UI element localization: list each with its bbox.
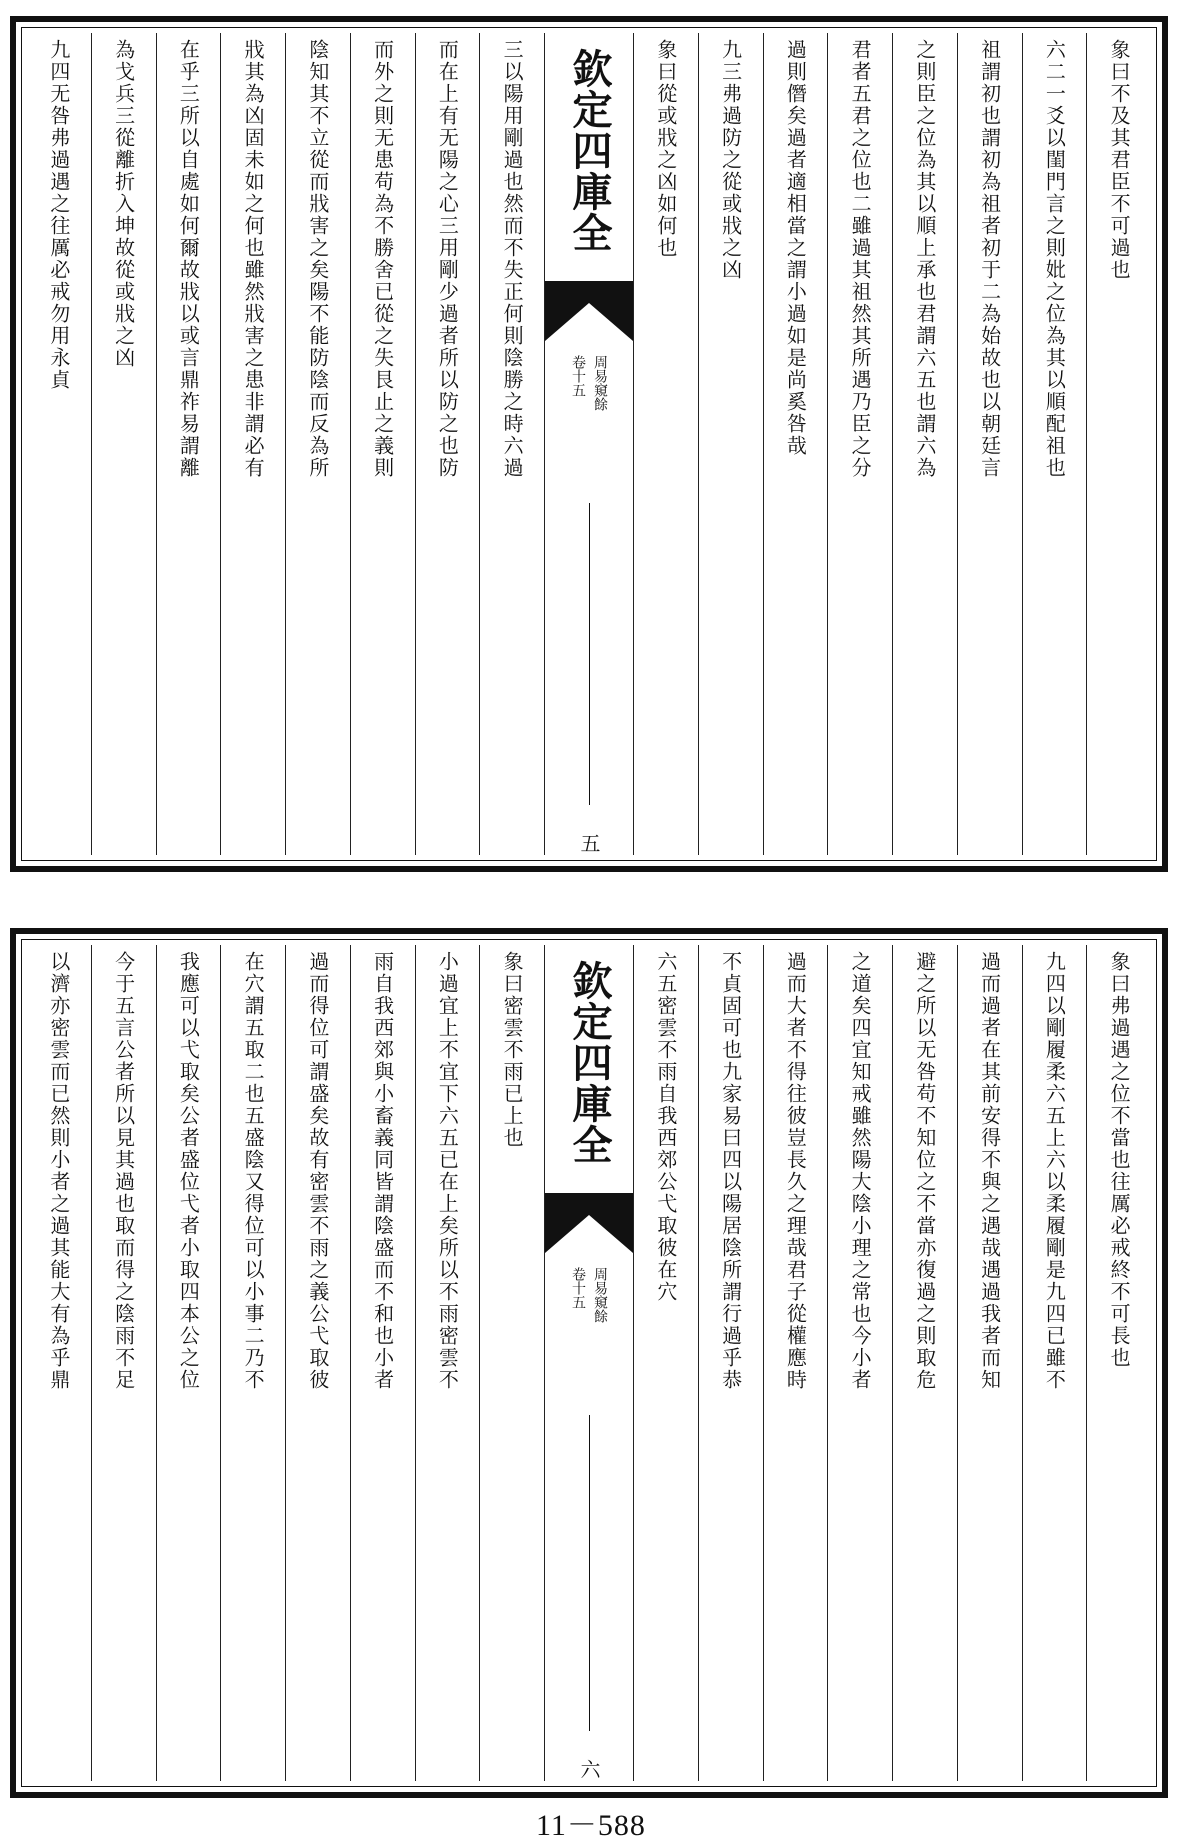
text-column: 陰知其不立從而戕害之矣陽不能防陰而反為所 [285,33,350,855]
text-column: 過而得位可謂盛矣故有密雲不雨之義公弋取彼 [285,945,350,1781]
text-column: 以濟亦密雲而已然則小者之過其能大有為乎鼎 [46,951,71,1391]
page-number: 六 [577,1759,601,1779]
text-column: 過則僭矣過者適相當之謂小過如是尚奚咎哉 [763,33,828,855]
text-column: 在乎三所以自處如何爾故戕以或言鼎祚易謂離 [156,33,221,855]
text-column: 君者五君之位也二雖過其祖然其所遇乃臣之分 [827,33,892,855]
gutter-subtitle [545,1267,633,1397]
text-column: 我應可以弋取矣公者盛位弋者小取四本公之位 [156,945,221,1781]
text-column: 在穴謂五取二也五盛陰又得位可以小事二乃不 [220,945,285,1781]
text-column: 三以陽用剛過也然而不失正何則陰勝之時六過 [479,33,544,855]
page-number: 五 [577,833,601,853]
text-column: 九四无咎弗過遇之往厲必戒勿用永貞 [46,39,71,391]
page-bottom [10,928,1168,1798]
text-column: 象曰弗過遇之位不當也往厲必戒終不可長也 [1086,945,1151,1781]
text-column: 之道矣四宜知戒雖然陽大陰小理之常也今小者 [827,945,892,1781]
text-column: 為戈兵三從離折入坤故從或戕之凶 [91,33,156,855]
gutter-title: 欽定四庫全 [566,47,613,253]
text-columns [27,33,1151,855]
text-column: 不貞固可也九家易曰四以陽居陰所謂行過乎恭 [698,945,763,1781]
gutter-rule [589,1415,590,1731]
gutter-title: 欽定四庫全 [566,959,613,1165]
text-column: 而外之則无患苟為不勝舍已從之失艮止之義則 [350,33,415,855]
gutter-subtitle [545,355,633,485]
text-column: 而在上有无陽之心三用剛少過者所以防之也防 [415,33,480,855]
gutter-center [544,33,633,855]
text-column: 雨自我西郊與小畜義同皆謂陰盛而不和也小者 [350,945,415,1781]
text-column: 六二一爻以閨門言之則妣之位為其以順配祖也 [1022,33,1087,855]
text-column: 今于五言公者所以見其過也取而得之陰雨不足 [91,945,156,1781]
text-column: 過而大者不得往彼豈長久之理哉君子從權應時 [763,945,828,1781]
text-column: 戕其為凶固未如之何也雖然戕害之患非謂必有 [220,33,285,855]
gutter-book-title: 周易窺餘 [592,355,608,411]
text-column: 祖謂初也謂初為祖者初于二為始故也以朝廷言 [957,33,1022,855]
text-column: 過而過者在其前安得不與之遇哉遇過我者而知 [957,945,1022,1781]
gutter-book-title: 周易窺餘 [592,1267,608,1323]
gutter-center [544,945,633,1781]
gutter-rule [589,503,590,805]
text-columns [27,945,1151,1781]
text-column: 之則臣之位為其以順上承也君謂六五也謂六為 [892,33,957,855]
text-column: 六五密雲不雨自我西郊公弋取彼在穴 [633,945,698,1781]
text-column: 象曰密雲不雨已上也 [479,945,544,1781]
text-column: 九四以剛履柔六五上六以柔履剛是九四已雖不 [1022,945,1087,1781]
text-column: 象曰從或戕之凶如何也 [633,33,698,855]
text-column: 象曰不及其君臣不可過也 [1086,33,1151,855]
text-column: 避之所以无咎苟不知位之不當亦復過之則取危 [892,945,957,1781]
page-footer-number: 11－588 [536,1809,646,1842]
fishtail-ornament-icon [545,1193,633,1253]
page-top [10,16,1168,872]
fishtail-ornament-icon [545,281,633,341]
text-column: 九三弗過防之從或戕之凶 [698,33,763,855]
text-column: 小過宜上不宜下六五已在上矣所以不雨密雲不 [415,945,480,1781]
gutter-volume: 卷十五 [570,1267,586,1309]
gutter-volume: 卷十五 [570,355,586,397]
